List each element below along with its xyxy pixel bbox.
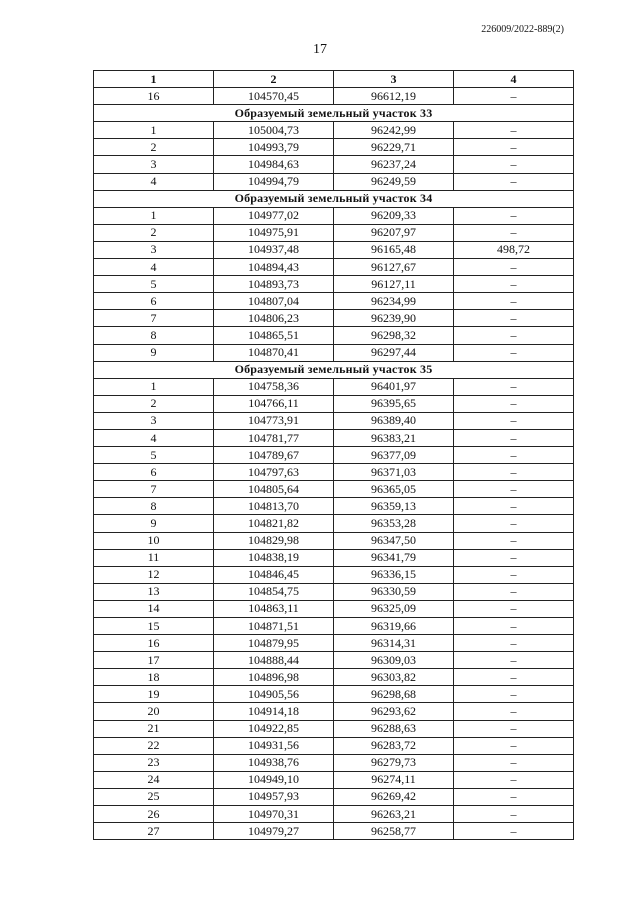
table-cell: 1	[94, 122, 214, 139]
table-cell: –	[454, 618, 574, 635]
table-cell: 96401,97	[334, 378, 454, 395]
table-cell: 19	[94, 686, 214, 703]
table-cell: 96234,99	[334, 293, 454, 310]
table-cell: 96283,72	[334, 737, 454, 754]
table-row	[94, 498, 574, 515]
table-cell: –	[454, 788, 574, 805]
table-cell: 96165,48	[334, 241, 454, 258]
table-row	[94, 600, 574, 617]
table-row	[94, 515, 574, 532]
table-cell: –	[454, 276, 574, 293]
table-row	[94, 823, 574, 840]
table-cell: 104789,67	[214, 447, 334, 464]
table-row	[94, 669, 574, 686]
table-cell: 104993,79	[214, 139, 334, 156]
table-cell: 104758,36	[214, 378, 334, 395]
table-cell: 1	[94, 207, 214, 224]
table-cell: 104879,95	[214, 635, 334, 652]
table-cell: –	[454, 156, 574, 173]
table-cell: 104781,77	[214, 429, 334, 446]
table-cell: 3	[94, 156, 214, 173]
table-row	[94, 88, 574, 105]
table-cell: 1	[94, 378, 214, 395]
table-row	[94, 652, 574, 669]
table-cell: 22	[94, 737, 214, 754]
table-cell: 104821,82	[214, 515, 334, 532]
table-row	[94, 139, 574, 156]
table-cell: –	[454, 88, 574, 105]
table-cell: 8	[94, 498, 214, 515]
table-cell: 5	[94, 276, 214, 293]
table-cell: –	[454, 293, 574, 310]
table-cell: –	[454, 583, 574, 600]
table-cell: 96371,03	[334, 464, 454, 481]
table-row	[94, 207, 574, 224]
table-row	[94, 703, 574, 720]
table-cell: –	[454, 224, 574, 241]
table-cell: 104863,11	[214, 600, 334, 617]
table-cell: 96353,28	[334, 515, 454, 532]
table-cell: 104807,04	[214, 293, 334, 310]
table-cell: 2	[94, 224, 214, 241]
table-cell: 10	[94, 532, 214, 549]
table-row	[94, 532, 574, 549]
table-cell: 96288,63	[334, 720, 454, 737]
section-title: Образуемый земельный участок 33	[94, 105, 574, 122]
table-row	[94, 686, 574, 703]
table-cell: 96319,66	[334, 618, 454, 635]
table-cell: 96389,40	[334, 412, 454, 429]
table-cell: 104893,73	[214, 276, 334, 293]
table-row	[94, 737, 574, 754]
table-cell: 4	[94, 173, 214, 190]
table-cell: 96207,97	[334, 224, 454, 241]
table-cell: –	[454, 515, 574, 532]
table-cell: –	[454, 566, 574, 583]
table-cell: 15	[94, 618, 214, 635]
table-cell: 96229,71	[334, 139, 454, 156]
table-cell: 4	[94, 429, 214, 446]
table-cell: 25	[94, 788, 214, 805]
table-cell: 104979,27	[214, 823, 334, 840]
table-row	[94, 429, 574, 446]
table-row	[94, 754, 574, 771]
table-cell: –	[454, 703, 574, 720]
table-row	[94, 276, 574, 293]
table-cell: –	[454, 498, 574, 515]
table-cell: –	[454, 122, 574, 139]
table-cell: 498,72	[454, 241, 574, 258]
table-row	[94, 241, 574, 258]
table-cell: 8	[94, 327, 214, 344]
table-row	[94, 224, 574, 241]
table-cell: 96298,68	[334, 686, 454, 703]
table-cell: 96127,11	[334, 276, 454, 293]
table-cell: 21	[94, 720, 214, 737]
table-cell: –	[454, 207, 574, 224]
table-cell: 5	[94, 447, 214, 464]
table-cell: 104865,51	[214, 327, 334, 344]
section-title: Образуемый земельный участок 35	[94, 361, 574, 378]
column-header: 2	[214, 71, 334, 88]
table-cell: 26	[94, 806, 214, 823]
table-cell: –	[454, 737, 574, 754]
table-row	[94, 447, 574, 464]
table-cell: 7	[94, 481, 214, 498]
table-cell: –	[454, 412, 574, 429]
table-row	[94, 720, 574, 737]
table-cell: 104970,31	[214, 806, 334, 823]
table-cell: 96274,11	[334, 771, 454, 788]
table-cell: 104846,45	[214, 566, 334, 583]
table-cell: 96309,03	[334, 652, 454, 669]
table-row	[94, 344, 574, 361]
table-cell: –	[454, 720, 574, 737]
table-cell: 18	[94, 669, 214, 686]
table-cell: 96383,21	[334, 429, 454, 446]
table-cell: –	[454, 669, 574, 686]
table-cell: 96127,67	[334, 259, 454, 276]
table-cell: –	[454, 395, 574, 412]
section-row	[94, 105, 574, 122]
table-cell: 104905,56	[214, 686, 334, 703]
table-cell: 104773,91	[214, 412, 334, 429]
table-row	[94, 635, 574, 652]
table-cell: 17	[94, 652, 214, 669]
table-cell: 96330,59	[334, 583, 454, 600]
table-cell: 104888,44	[214, 652, 334, 669]
table-cell: 96258,77	[334, 823, 454, 840]
table-row	[94, 327, 574, 344]
table-cell: 96249,59	[334, 173, 454, 190]
table-cell: 27	[94, 823, 214, 840]
table-cell: 13	[94, 583, 214, 600]
table-cell: 104984,63	[214, 156, 334, 173]
table-cell: –	[454, 771, 574, 788]
table-cell: 14	[94, 600, 214, 617]
table-cell: 96298,32	[334, 327, 454, 344]
table-cell: –	[454, 806, 574, 823]
table-cell: 104870,41	[214, 344, 334, 361]
table-cell: 104914,18	[214, 703, 334, 720]
table-cell: 96347,50	[334, 532, 454, 549]
table-cell: –	[454, 652, 574, 669]
table-cell: 96359,13	[334, 498, 454, 515]
table-cell: –	[454, 686, 574, 703]
table-cell: 96293,62	[334, 703, 454, 720]
table-cell: 2	[94, 139, 214, 156]
section-row	[94, 361, 574, 378]
table-cell: 23	[94, 754, 214, 771]
table-cell: 2	[94, 395, 214, 412]
column-header: 4	[454, 71, 574, 88]
table-cell: –	[454, 173, 574, 190]
table-cell: 96279,73	[334, 754, 454, 771]
table-row	[94, 566, 574, 583]
table-cell: 104896,98	[214, 669, 334, 686]
table-cell: 105004,73	[214, 122, 334, 139]
table-cell: 104797,63	[214, 464, 334, 481]
table-cell: –	[454, 344, 574, 361]
table-cell: 104931,56	[214, 737, 334, 754]
table-cell: –	[454, 327, 574, 344]
document-code: 226009/2022-889(2)	[481, 24, 564, 35]
table-row	[94, 395, 574, 412]
table-header-row	[94, 71, 574, 88]
table-cell: –	[454, 447, 574, 464]
table-cell: 104838,19	[214, 549, 334, 566]
table-row	[94, 293, 574, 310]
table-cell: 96237,24	[334, 156, 454, 173]
table-cell: 7	[94, 310, 214, 327]
table-cell: 104871,51	[214, 618, 334, 635]
column-header: 3	[334, 71, 454, 88]
table-cell: 96303,82	[334, 669, 454, 686]
table-row	[94, 806, 574, 823]
table-cell: 96242,99	[334, 122, 454, 139]
table-cell: 104937,48	[214, 241, 334, 258]
table-row	[94, 378, 574, 395]
table-cell: –	[454, 549, 574, 566]
table-cell: 104805,64	[214, 481, 334, 498]
table-cell: 96341,79	[334, 549, 454, 566]
table-cell: 96269,42	[334, 788, 454, 805]
table-row	[94, 549, 574, 566]
table-cell: –	[454, 532, 574, 549]
table-cell: –	[454, 429, 574, 446]
table-cell: 104829,98	[214, 532, 334, 549]
table-cell: –	[454, 378, 574, 395]
table-cell: 104806,23	[214, 310, 334, 327]
page-number: 17	[313, 42, 327, 57]
table-cell: 20	[94, 703, 214, 720]
section-title: Образуемый земельный участок 34	[94, 190, 574, 207]
table-cell: 104854,75	[214, 583, 334, 600]
table-cell: 96314,31	[334, 635, 454, 652]
table-body	[94, 88, 574, 840]
table-cell: 4	[94, 259, 214, 276]
table-cell: 96239,90	[334, 310, 454, 327]
table-cell: –	[454, 635, 574, 652]
table-row	[94, 464, 574, 481]
table-cell: 104766,11	[214, 395, 334, 412]
table-cell: 24	[94, 771, 214, 788]
table-cell: 3	[94, 241, 214, 258]
table-row	[94, 156, 574, 173]
table-cell: 96263,21	[334, 806, 454, 823]
table-row	[94, 618, 574, 635]
table-cell: –	[454, 259, 574, 276]
table-cell: 6	[94, 293, 214, 310]
column-header: 1	[94, 71, 214, 88]
table-row	[94, 310, 574, 327]
table-cell: 96395,65	[334, 395, 454, 412]
table-cell: 12	[94, 566, 214, 583]
table-cell: 3	[94, 412, 214, 429]
table-row	[94, 788, 574, 805]
table-cell: –	[454, 139, 574, 156]
table-cell: 16	[94, 635, 214, 652]
table-cell: 104975,91	[214, 224, 334, 241]
coordinates-table	[93, 70, 574, 840]
table-row	[94, 173, 574, 190]
table-row	[94, 259, 574, 276]
table-cell: 104894,43	[214, 259, 334, 276]
table-cell: 104994,79	[214, 173, 334, 190]
table-cell: –	[454, 310, 574, 327]
table-cell: 6	[94, 464, 214, 481]
table-cell: 96377,09	[334, 447, 454, 464]
table-cell: –	[454, 823, 574, 840]
table-row	[94, 412, 574, 429]
table-cell: 96209,33	[334, 207, 454, 224]
table-cell: 104949,10	[214, 771, 334, 788]
table-cell: 16	[94, 88, 214, 105]
table-cell: –	[454, 481, 574, 498]
table-cell: 104938,76	[214, 754, 334, 771]
table-cell: –	[454, 754, 574, 771]
table-cell: 96612,19	[334, 88, 454, 105]
table-cell: –	[454, 600, 574, 617]
table-cell: 104977,02	[214, 207, 334, 224]
table-cell: 96325,09	[334, 600, 454, 617]
table-row	[94, 771, 574, 788]
table-cell: 11	[94, 549, 214, 566]
table-row	[94, 122, 574, 139]
table-cell: 9	[94, 515, 214, 532]
table-cell: 104813,70	[214, 498, 334, 515]
table-row	[94, 481, 574, 498]
table-cell: 96365,05	[334, 481, 454, 498]
table-cell: –	[454, 464, 574, 481]
table-cell: 96297,44	[334, 344, 454, 361]
table-cell: 104570,45	[214, 88, 334, 105]
table-cell: 104957,93	[214, 788, 334, 805]
table-cell: 96336,15	[334, 566, 454, 583]
table-cell: 9	[94, 344, 214, 361]
table-row	[94, 583, 574, 600]
section-row	[94, 190, 574, 207]
table-cell: 104922,85	[214, 720, 334, 737]
